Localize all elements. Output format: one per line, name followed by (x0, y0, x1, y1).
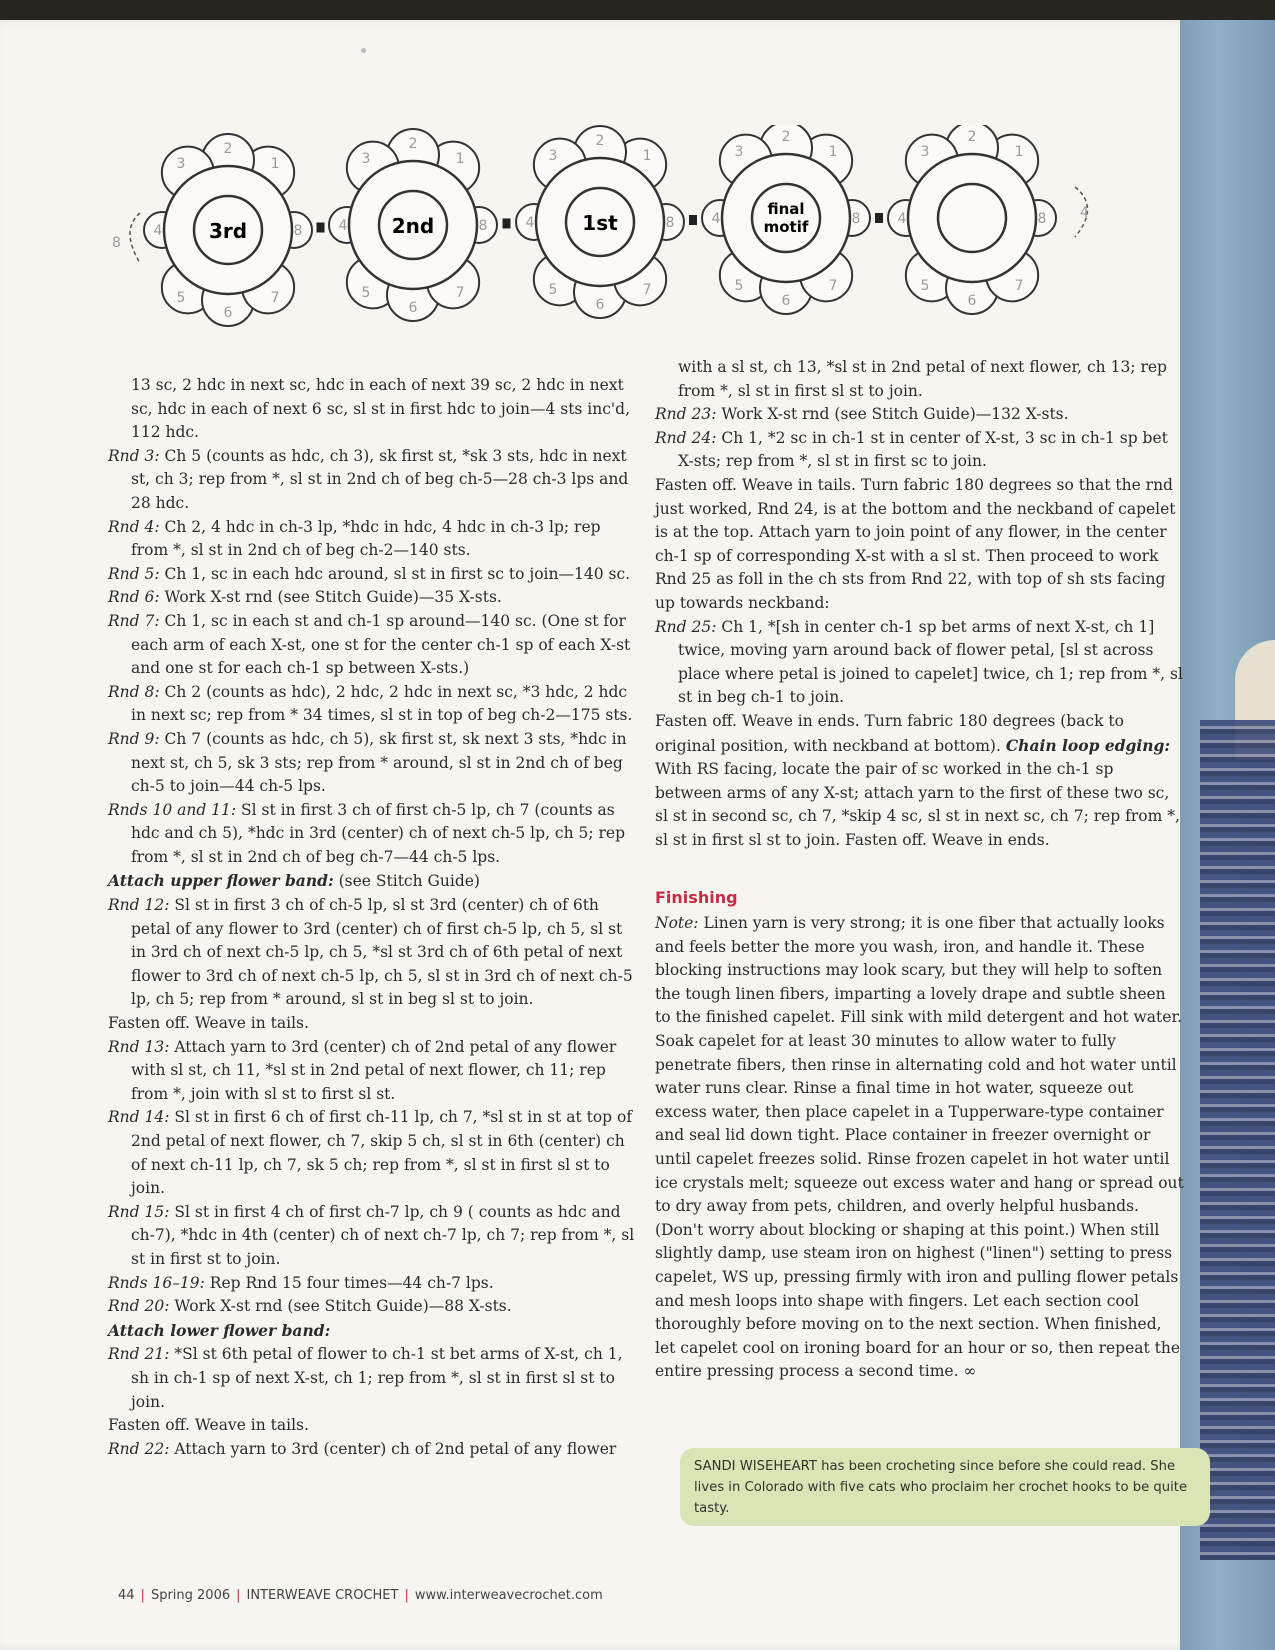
rnd-24: Rnd 24: Ch 1, *2 sc in ch-1 st in center of X-st, 3 sc in ch-1 sp bet X-sts; rep from *, sl st in first sc to join. (655, 428, 1168, 471)
rnd-12: Rnd 12: Sl st in first 3 ch of ch-5 lp, sl st 3rd (center) ch of 6th petal of any flower to 3rd (center) ch of first ch-5 lp, ch 5, sl st in 3rd ch of next ch-5 lp, ch 5, *sl st 3rd ch of 6th petal of next flower to 3rd ch of next ch-5 lp, ch 5, sl st in 3rd ch of next ch-5 lp, ch 5; rep from * around, sl st in beg sl st to join. (108, 896, 633, 1009)
petal-number: 6 (223, 305, 233, 321)
rnd-4: Rnd 4: Ch 2, 4 hdc in ch-3 lp, *hdc in hdc, 4 hdc in ch-3 lp; rep from *, sl st in 2nd ch of beg ch-2—140 sts. (108, 517, 601, 560)
left-column (108, 374, 638, 1461)
petal-number: 5 (548, 282, 558, 299)
text-continued: 13 sc, 2 hdc in next sc, hdc in each of next 39 sc, 2 hdc in next sc, hdc in each of next 6 sc, sl st in first hdc to join—4 sts inc'd, 112 hdc. (131, 376, 631, 442)
petal-number: 7 (455, 285, 465, 302)
rnd-21: Rnd 21: *Sl st 6th petal of flower to ch-1 st bet arms of X-st, ch 1, sh in ch-1 sp of next X-st, ch 1; rep from *, sl st in first sl st to join. (108, 1345, 623, 1411)
petal-number: 2 (967, 129, 977, 145)
petal-number: 1 (642, 147, 652, 164)
rnds-16-19: Rnds 16–19: Rep Rnd 15 four times—44 ch-7 lps. (108, 1273, 494, 1292)
rnd-14: Rnd 14: Sl st in first 6 ch of first ch-11 lp, ch 7, *sl st in st at top of 2nd petal of next flower, ch 7, skip 5 ch, sl st in 6th (center) ch of next ch-11 lp, ch 7, sk 5 ch; rep from *, sl st in first sl st to join. (108, 1108, 633, 1198)
rnd-22: Rnd 22: Attach yarn to 3rd (center) ch of 2nd petal of any flower (108, 1439, 617, 1458)
right-column (655, 356, 1185, 1384)
petal-number: 8 (851, 211, 861, 227)
rnds-10-11: Rnds 10 and 11: Sl st in first 3 ch of first ch-5 lp, ch 7 (counts as hdc and ch 5), *hdc in 3rd (center) ch of next ch-5 lp, ch 5; rep from *, sl st in 2nd ch of beg ch-7—44 ch-5 lps. (108, 800, 626, 866)
petal-number: 5 (920, 278, 930, 295)
page-number: 44 (118, 1588, 135, 1603)
petal-number: 5 (361, 285, 371, 302)
rnd-25: Rnd 25: Ch 1, *[sh in center ch-1 sp bet arms of next X-st, ch 1] twice, moving yarn around back of flower petal, [sl st across place where petal is joined to capelet] twice, ch 1; rep from *, sl st in beg ch-1 to join. (655, 617, 1183, 707)
rnd-22-continued: with a sl st, ch 13, *sl st in 2nd petal of next flower, ch 13; rep from *, sl st in first sl st to join. (678, 358, 1167, 400)
magazine-name: INTERWEAVE CROCHET (246, 1588, 399, 1603)
edge-number: 4 (1080, 205, 1089, 221)
petal-number: 3 (734, 143, 744, 160)
rnd-15: Rnd 15: Sl st in first 4 ch of first ch-7 lp, ch 9 ( counts as hdc and ch-7), *hdc in 4th (center) ch of next ch-7 lp, ch 7; rep from *, sl st in first st to join. (108, 1202, 635, 1268)
upper-band-heading: Attach upper flower band: (see Stitch Guide) (108, 871, 480, 891)
petal-number: 3 (361, 150, 371, 167)
petal-number: 5 (176, 290, 186, 307)
binding-dot (361, 48, 366, 53)
issue-date: Spring 2006 (150, 1588, 231, 1603)
petal-number: 7 (642, 282, 652, 299)
edge-petal-left (130, 213, 140, 263)
rnd-23: Rnd 23: Work X-st rnd (see Stitch Guide)—132 X-sts. (655, 405, 1069, 424)
petal-number: 3 (176, 155, 186, 172)
motif-join-diagram (100, 125, 1150, 355)
petal-number: 2 (408, 136, 418, 152)
join-point (689, 215, 697, 225)
photo-garment (1200, 720, 1275, 1560)
motif-label: 3rd (208, 219, 248, 243)
petal-number: 4 (711, 211, 721, 227)
fasten-off-1: Fasten off. Weave in tails. (108, 1014, 309, 1033)
top-edge (0, 0, 1275, 20)
petal-number: 1 (455, 150, 465, 167)
petal-number: 8 (478, 218, 488, 234)
motif-label: final (767, 200, 805, 218)
petal-number: 1 (1014, 143, 1024, 160)
petal-number: 4 (897, 211, 907, 227)
fasten-off-4: Fasten off. Weave in ends. Turn fabric 180 degrees (back to original position, with neckband at bottom). Chain loop edging: With RS facing, locate the pair of sc worked in the ch-1 sp between arms of any X-st; attach yarn to the first of these two sc, sl st in second sc, ch 7, *skip 4 sc, sl st in next sc, ch 7; rep from *, sl st in first sl st to join. Fasten off. Weave in ends. (655, 711, 1180, 849)
edge-number: 8 (112, 235, 121, 251)
rnd-9: Rnd 9: Ch 7 (counts as hdc, ch 5), sk first st, sk next 3 sts, *hdc in next st, ch 5, sk 3 sts; rep from * around, sl st in 2nd ch of beg ch-5 to join—44 ch-5 lps. (108, 729, 627, 796)
finishing-note: Note: Linen yarn is very strong; it is one fiber that actually looks and feels better the more you wash, iron, and handle it. These blocking instructions may look scary, but they will help to soften the tough linen fibers, imparting a lovely drape and subtle sheen to the finished capelet. Fill sink with mild detergent and hot water. Soak capelet for at least 30 minutes to allow water to fully penetrate fibers, then rinse in alternating cold and hot water until water runs clear. Rinse a final time in hot water, squeeze out excess water, then place capelet in a Tupperware-type container and seal lid down tight. Place container in freezer overnight or until capelet freezes solid. Rinse frozen capelet in hot water until ice crystals melt; squeeze out excess water and hang or spread out to dry away from pets, children, and overly helpful husbands. (Don't worry about blocking or shaping at this point.) When still slightly damp, use steam iron on highest ("linen") setting to press capelet, WS up, pressing firmly with iron and pulling flower petals and mesh loops into shape with fingers. Let each section cool thoroughly before moving on to the next section. When finished, let capelet cool on ironing board for an hour or so, then repeat the entire pressing process a second time. ∞ (655, 914, 1184, 1381)
petal-number: 2 (595, 133, 605, 149)
rnd-7: Rnd 7: Ch 1, sc in each st and ch-1 sp around—140 sc. (One st for each arm of each X-st, one st for the center ch-1 sp of each X-st and one st for each ch-1 sp between X-sts.) (108, 611, 631, 678)
rnd-13: Rnd 13: Attach yarn to 3rd (center) ch of 2nd petal of any flower with sl st, ch 11, *sl st in 2nd petal of next flower, ch 11; rep from *, join with sl st to first sl st. (108, 1037, 617, 1103)
petal-number: 3 (548, 147, 558, 164)
rnd-20: Rnd 20: Work X-st rnd (see Stitch Guide)—88 X-sts. (108, 1297, 512, 1316)
author-bio-box (680, 1448, 1210, 1526)
petal-number: 4 (525, 215, 535, 231)
author-bio: SANDI WISEHEART has been crocheting since before she could read. She lives in Colorado with five cats who proclaim her crochet hooks to be quite tasty. (694, 1459, 1188, 1516)
petal-number: 7 (270, 290, 280, 307)
lower-band-heading: Attach lower flower band: (108, 1320, 331, 1340)
motif-center (938, 184, 1006, 252)
petal-number: 7 (828, 278, 838, 295)
website-url: www.interweavecrochet.com (414, 1588, 603, 1603)
petal-number: 4 (338, 218, 348, 234)
finishing-heading: Finishing (655, 888, 738, 908)
petal-number: 6 (408, 300, 418, 316)
petal-number: 1 (270, 155, 280, 172)
petal-number: 6 (967, 293, 977, 309)
join-point (317, 223, 325, 233)
rnd-3: Rnd 3: Ch 5 (counts as hdc, ch 3), sk first st, *sk 3 sts, hdc in next st, ch 3; rep from *, sl st in 2nd ch of beg ch-5—28 ch-3 lps and 28 hdc. (108, 446, 629, 512)
petal-number: 4 (153, 223, 163, 239)
petal-number: 2 (223, 141, 233, 157)
petal-number: 6 (595, 297, 605, 313)
petal-number: 6 (781, 293, 791, 309)
petal-number: 8 (1037, 211, 1047, 227)
join-point (503, 219, 511, 229)
motif-label: motif (763, 218, 809, 236)
fasten-off-2: Fasten off. Weave in tails. (108, 1416, 309, 1435)
rnd-6: Rnd 6: Work X-st rnd (see Stitch Guide)—35 X-sts. (108, 588, 502, 607)
motif-label: 1st (582, 211, 618, 235)
petal-number: 5 (734, 278, 744, 295)
motif-label: 2nd (391, 214, 435, 238)
petal-number: 7 (1014, 278, 1024, 295)
fasten-off-3: Fasten off. Weave in tails. Turn fabric 180 degrees so that the rnd just worked, Rnd 24, is at the bottom and the neckband of capelet is at the top. Attach yarn to join point of any flower, in the center ch-1 sp of corresponding X-st with a sl st. Then proceed to work Rnd 25 as foll in the ch sts from Rnd 22, with top of sh sts facing up towards neckband: (655, 475, 1176, 612)
rnd-5: Rnd 5: Ch 1, sc in each hdc around, sl st in first sc to join—140 sc. (108, 564, 631, 583)
rnd-8: Rnd 8: Ch 2 (counts as hdc), 2 hdc, 2 hdc in next sc, *3 hdc, 2 hdc in next sc; rep from * 34 times, sl st in top of beg ch-2—175 sts. (108, 682, 633, 725)
petal-number: 2 (781, 129, 791, 145)
petal-number: 8 (665, 215, 675, 231)
petal-number: 3 (920, 143, 930, 160)
petal-number: 1 (828, 143, 838, 160)
petal-number: 8 (293, 223, 303, 239)
join-point (875, 213, 883, 223)
page-footer: 44 | Spring 2006 | INTERWEAVE CROCHET | www.interweavecrochet.com (118, 1588, 603, 1603)
